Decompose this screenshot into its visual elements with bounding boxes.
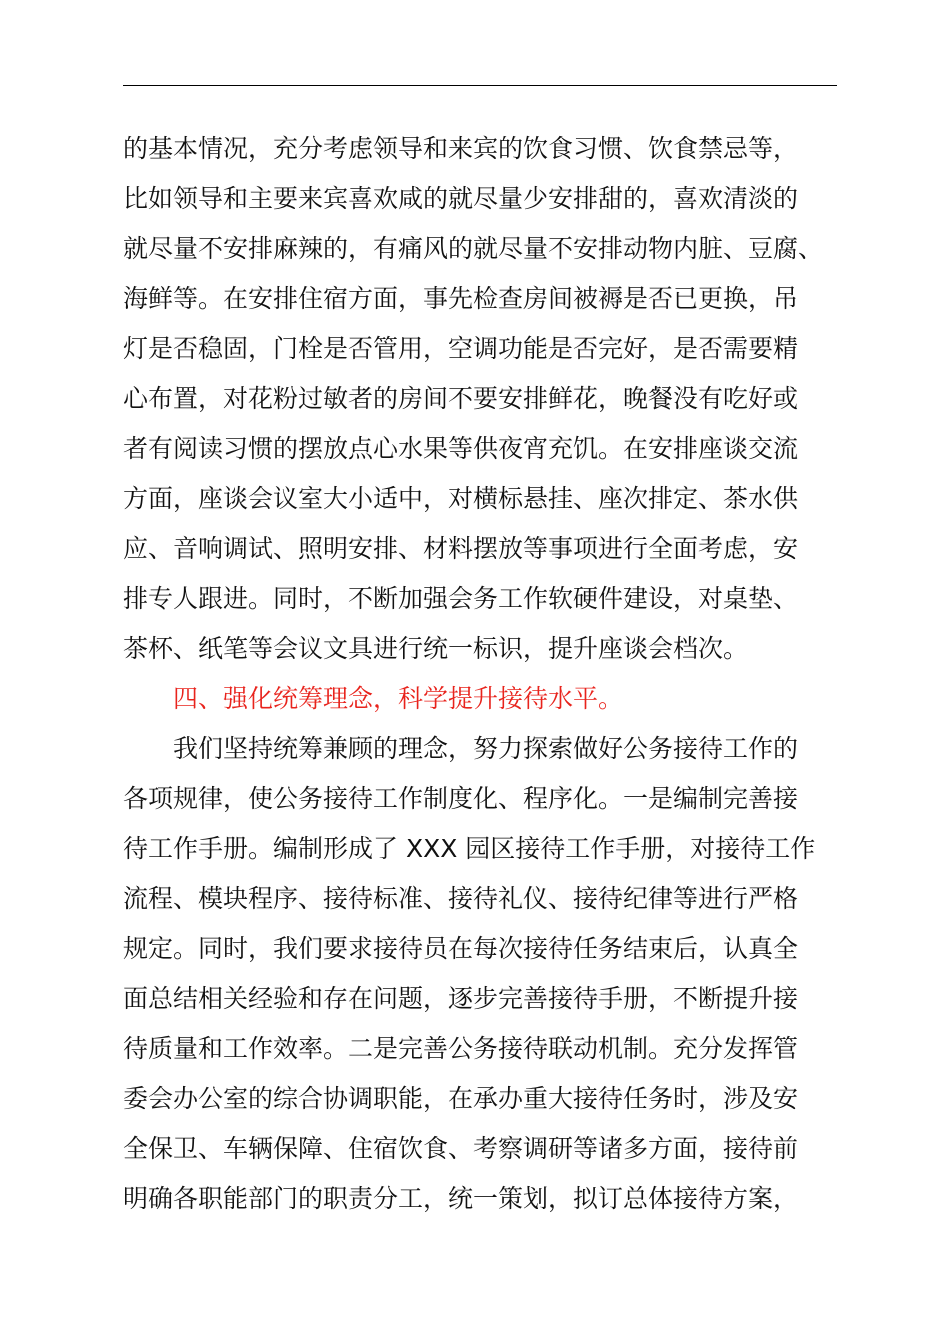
body-line: 心布置，对花粉过敏者的房间不要安排鲜花，晚餐没有吃好或 bbox=[123, 384, 799, 413]
body-line: 面总结相关经验和存在问题，逐步完善接待手册，不断提升接 bbox=[123, 984, 799, 1013]
body-line: 者有阅读习惯的摆放点心水果等供夜宵充饥。在安排座谈交流 bbox=[123, 434, 799, 463]
header-rule bbox=[123, 85, 837, 86]
body-line: 海鲜等。在安排住宿方面，事先检查房间被褥是否已更换，吊 bbox=[123, 284, 799, 313]
body-line: 委会办公室的综合协调职能，在承办重大接待任务时，涉及安 bbox=[123, 1084, 799, 1113]
body-line: 茶杯、纸笔等会议文具进行统一标识，提升座谈会档次。 bbox=[123, 634, 749, 663]
section-heading: 四、强化统筹理念，科学提升接待水平。 bbox=[173, 684, 624, 713]
body-line: 全保卫、车辆保障、住宿饮食、考察调研等诸多方面，接待前 bbox=[123, 1134, 799, 1163]
body-line: 的基本情况，充分考虑领导和来宾的饮食习惯、饮食禁忌等， bbox=[123, 134, 799, 163]
body-line: 流程、模块程序、接待标准、接待礼仪、接待纪律等进行严格 bbox=[123, 884, 799, 913]
paragraph-first-line: 我们坚持统筹兼顾的理念，努力探索做好公务接待工作的 bbox=[173, 734, 799, 763]
body-line: 待工作手册。编制形成了 XXX 园区接待工作手册，对接待工作 bbox=[123, 834, 816, 863]
body-line: 待质量和工作效率。二是完善公务接待联动机制。充分发挥管 bbox=[123, 1034, 799, 1063]
body-line: 就尽量不安排麻辣的，有痛风的就尽量不安排动物内脏、豆腐、 bbox=[123, 234, 824, 263]
body-line: 灯是否稳固，门栓是否管用，空调功能是否完好，是否需要精 bbox=[123, 334, 799, 363]
document-body bbox=[123, 124, 837, 1224]
body-line: 比如领导和主要来宾喜欢咸的就尽量少安排甜的，喜欢清淡的 bbox=[123, 184, 799, 213]
body-line: 明确各职能部门的职责分工，统一策划，拟订总体接待方案， bbox=[123, 1184, 799, 1213]
body-line: 各项规律，使公务接待工作制度化、程序化。一是编制完善接 bbox=[123, 784, 799, 813]
body-line: 排专人跟进。同时，不断加强会务工作软硬件建设，对桌垫、 bbox=[123, 584, 799, 613]
body-line: 应、音响调试、照明安排、材料摆放等事项进行全面考虑，安 bbox=[123, 534, 799, 563]
body-line: 规定。同时，我们要求接待员在每次接待任务结束后，认真全 bbox=[123, 934, 799, 963]
body-line: 方面，座谈会议室大小适中，对横标悬挂、座次排定、茶水供 bbox=[123, 484, 799, 513]
